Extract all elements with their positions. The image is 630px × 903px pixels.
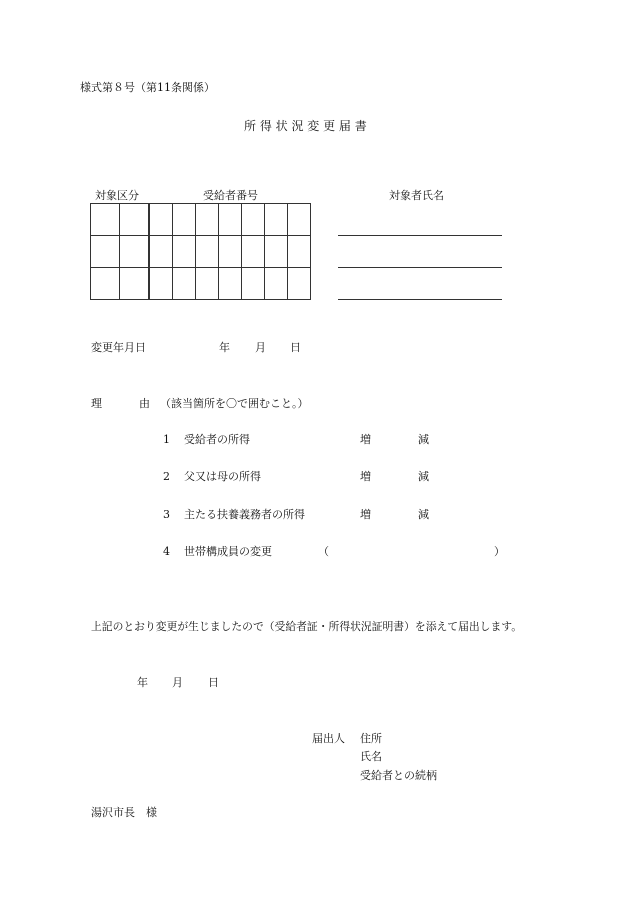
target-name-line[interactable] [338, 267, 502, 268]
category-cell[interactable] [91, 268, 120, 300]
category-cell[interactable] [91, 204, 120, 236]
addressee: 湯沢市長 様 [91, 806, 157, 819]
number-cell[interactable] [242, 236, 265, 268]
reason-item-text: 受給者の所得 [184, 433, 250, 446]
increase-option[interactable]: 増 [360, 508, 371, 521]
applicant-name-label: 氏名 [360, 750, 382, 763]
reason-label-b: 由 [139, 397, 150, 410]
reason-item-text: 主たる扶養義務者の所得 [184, 508, 305, 521]
increase-option[interactable]: 増 [360, 470, 371, 483]
number-cell[interactable] [173, 268, 196, 300]
applicant-label: 届出人 [312, 732, 345, 745]
number-cell[interactable] [173, 204, 196, 236]
reason-item-text: 父又は母の所得 [184, 470, 261, 483]
reason-item-num: 3 [163, 508, 170, 521]
grid-row [91, 204, 311, 236]
page-title: 所 得 状 況 変 更 届 書 [244, 119, 367, 133]
reason-item-num: 1 [163, 433, 170, 446]
recipient-number-grid [90, 203, 311, 300]
reason-item-num: 2 [163, 470, 170, 483]
submit-date-year: 年 [137, 676, 148, 689]
grid-row [91, 268, 311, 300]
col-number-header: 受給者番号 [203, 189, 258, 202]
col-name-header: 対象者氏名 [389, 189, 444, 202]
number-cell[interactable] [219, 268, 242, 300]
category-cell[interactable] [120, 236, 150, 268]
change-date-label: 変更年月日 [91, 341, 146, 354]
statement: 上記のとおり変更が生じましたので（受給者証・所得状況証明書）を添えて届出します。 [91, 620, 523, 633]
target-name-line[interactable] [338, 235, 502, 236]
change-date-year: 年 [219, 341, 230, 354]
category-cell[interactable] [120, 268, 150, 300]
number-cell[interactable] [196, 268, 219, 300]
reason-instruction: （該当箇所を〇で囲むこと。） [160, 397, 309, 410]
paren-close: ） [494, 545, 505, 558]
number-cell[interactable] [242, 204, 265, 236]
number-cell[interactable] [173, 236, 196, 268]
change-date-month: 月 [255, 341, 266, 354]
decrease-option[interactable]: 減 [418, 470, 429, 483]
decrease-option[interactable]: 減 [418, 508, 429, 521]
submit-date-day: 日 [208, 676, 219, 689]
grid-row [91, 236, 311, 268]
number-cell[interactable] [288, 204, 311, 236]
number-cell[interactable] [288, 236, 311, 268]
submit-date-month: 月 [172, 676, 183, 689]
category-cell[interactable] [91, 236, 120, 268]
change-date-day: 日 [290, 341, 301, 354]
reason-item-num: 4 [163, 545, 170, 558]
target-name-line[interactable] [338, 299, 502, 300]
number-cell[interactable] [149, 268, 173, 300]
reason-label-a: 理 [91, 397, 102, 410]
decrease-option[interactable]: 減 [418, 433, 429, 446]
category-cell[interactable] [120, 204, 150, 236]
number-cell[interactable] [196, 204, 219, 236]
number-cell[interactable] [288, 268, 311, 300]
number-cell[interactable] [149, 236, 173, 268]
household-change-field[interactable] [332, 546, 492, 558]
col-category-header: 対象区分 [95, 189, 139, 202]
number-cell[interactable] [219, 236, 242, 268]
applicant-relation-label: 受給者との続柄 [360, 769, 437, 782]
number-cell[interactable] [219, 204, 242, 236]
number-cell[interactable] [242, 268, 265, 300]
number-cell[interactable] [149, 204, 173, 236]
number-cell[interactable] [265, 236, 288, 268]
number-cell[interactable] [196, 236, 219, 268]
applicant-address-label: 住所 [360, 732, 382, 745]
form-number: 様式第８号（第11条関係） [80, 81, 215, 94]
number-cell[interactable] [265, 268, 288, 300]
increase-option[interactable]: 増 [360, 433, 371, 446]
reason-item-text: 世帯構成員の変更 [184, 545, 272, 558]
number-cell[interactable] [265, 204, 288, 236]
paren-open: （ [318, 545, 329, 558]
